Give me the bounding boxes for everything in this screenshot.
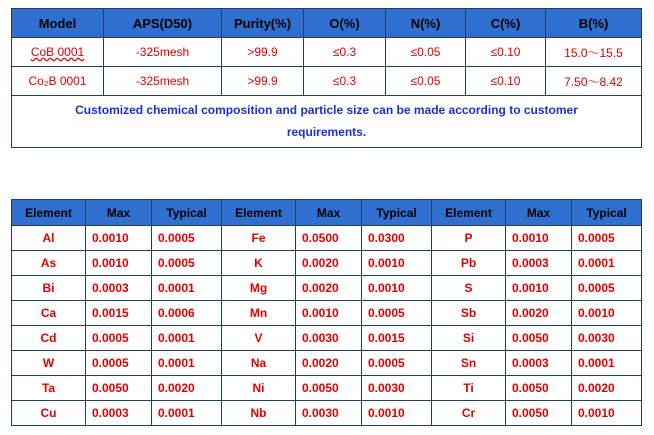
max-value: 0.0020 xyxy=(506,301,572,326)
typical-value: 0.0006 xyxy=(152,301,222,326)
element-symbol: S xyxy=(432,276,506,301)
typical-value: 0.0010 xyxy=(572,401,642,426)
typical-value: 0.0005 xyxy=(572,226,642,251)
max-value: 0.0010 xyxy=(86,251,152,276)
header-max: Max xyxy=(86,200,152,226)
element-symbol: Nb xyxy=(222,401,296,426)
element-symbol: Mn xyxy=(222,301,296,326)
note-row xyxy=(12,96,642,148)
spec-row xyxy=(12,67,642,96)
header-element: Element xyxy=(432,200,506,226)
typical-value: 0.0001 xyxy=(572,351,642,376)
max-value: 0.0020 xyxy=(296,351,362,376)
model-name: CoB 0001 xyxy=(30,45,85,59)
typical-value: 0.0005 xyxy=(152,226,222,251)
max-value: 0.0015 xyxy=(86,301,152,326)
header-element: Element xyxy=(12,200,86,226)
model-cell: Co₂B 0001 xyxy=(12,67,104,96)
typical-value: 0.0005 xyxy=(362,351,432,376)
element-symbol: Fe xyxy=(222,226,296,251)
oxygen-cell: ≤0.3 xyxy=(304,67,386,96)
element-symbol: Na xyxy=(222,351,296,376)
boron-cell: 15.0～15.5 xyxy=(546,38,642,67)
typical-value: 0.0005 xyxy=(572,276,642,301)
element-symbol: Cu xyxy=(12,401,86,426)
oxygen-cell: ≤0.3 xyxy=(304,38,386,67)
header-max: Max xyxy=(506,200,572,226)
aps-cell: -325mesh xyxy=(104,67,222,96)
typical-value: 0.0001 xyxy=(152,401,222,426)
model-cell xyxy=(12,38,104,67)
max-value: 0.0010 xyxy=(506,276,572,301)
max-value: 0.0500 xyxy=(296,226,362,251)
element-symbol: Bi xyxy=(12,276,86,301)
purity-cell: >99.9 xyxy=(222,38,304,67)
purity-cell: >99.9 xyxy=(222,67,304,96)
header-typical: Typical xyxy=(572,200,642,226)
typical-value: 0.0010 xyxy=(362,276,432,301)
nitrogen-cell: ≤0.05 xyxy=(386,67,466,96)
max-value: 0.0003 xyxy=(86,401,152,426)
element-symbol: Cd xyxy=(12,326,86,351)
product-spec-table xyxy=(11,8,642,148)
element-symbol: V xyxy=(222,326,296,351)
customization-note: Customized chemical composition and particle size can be made according to customer requirements. xyxy=(12,96,642,148)
typical-value: 0.0010 xyxy=(362,251,432,276)
typical-value: 0.0010 xyxy=(572,301,642,326)
header-oxygen: O(%) xyxy=(304,9,386,38)
header-aps: APS(D50) xyxy=(104,9,222,38)
element-symbol: Sn xyxy=(432,351,506,376)
element-symbol: Si xyxy=(432,326,506,351)
typical-value: 0.0001 xyxy=(152,276,222,301)
element-row xyxy=(12,351,642,376)
max-value: 0.0050 xyxy=(296,376,362,401)
element-symbol: Pb xyxy=(432,251,506,276)
element-symbol: Ti xyxy=(432,376,506,401)
typical-value: 0.0010 xyxy=(362,401,432,426)
typical-value: 0.0300 xyxy=(362,226,432,251)
element-symbol: K xyxy=(222,251,296,276)
max-value: 0.0030 xyxy=(296,326,362,351)
header-nitrogen: N(%) xyxy=(386,9,466,38)
typical-value: 0.0001 xyxy=(152,351,222,376)
spec-header-row xyxy=(12,9,642,38)
max-value: 0.0050 xyxy=(506,401,572,426)
max-value: 0.0005 xyxy=(86,351,152,376)
max-value: 0.0020 xyxy=(296,251,362,276)
max-value: 0.0030 xyxy=(296,401,362,426)
element-symbol: Cr xyxy=(432,401,506,426)
header-boron: B(%) xyxy=(546,9,642,38)
element-symbol: Ca xyxy=(12,301,86,326)
element-symbol: Sb xyxy=(432,301,506,326)
typical-value: 0.0005 xyxy=(362,301,432,326)
element-symbol: Mg xyxy=(222,276,296,301)
spec-row xyxy=(12,38,642,67)
element-row xyxy=(12,401,642,426)
element-symbol: As xyxy=(12,251,86,276)
carbon-cell: ≤0.10 xyxy=(466,67,546,96)
element-symbol: Al xyxy=(12,226,86,251)
element-row xyxy=(12,276,642,301)
header-carbon: C(%) xyxy=(466,9,546,38)
element-header-row xyxy=(12,200,642,226)
boron-cell: 7.50～8.42 xyxy=(546,67,642,96)
element-row xyxy=(12,226,642,251)
max-value: 0.0003 xyxy=(506,251,572,276)
header-typical: Typical xyxy=(362,200,432,226)
element-symbol: Ni xyxy=(222,376,296,401)
typical-value: 0.0001 xyxy=(152,326,222,351)
element-row xyxy=(12,301,642,326)
element-symbol: P xyxy=(432,226,506,251)
max-value: 0.0050 xyxy=(86,376,152,401)
max-value: 0.0010 xyxy=(86,226,152,251)
typical-value: 0.0005 xyxy=(152,251,222,276)
element-symbol: Ta xyxy=(12,376,86,401)
typical-value: 0.0020 xyxy=(152,376,222,401)
element-rows xyxy=(12,226,642,426)
typical-value: 0.0030 xyxy=(362,376,432,401)
nitrogen-cell: ≤0.05 xyxy=(386,38,466,67)
max-value: 0.0003 xyxy=(506,351,572,376)
carbon-cell: ≤0.10 xyxy=(466,38,546,67)
max-value: 0.0050 xyxy=(506,326,572,351)
header-max: Max xyxy=(296,200,362,226)
typical-value: 0.0020 xyxy=(572,376,642,401)
element-row xyxy=(12,326,642,351)
max-value: 0.0010 xyxy=(296,301,362,326)
header-model: Model xyxy=(12,9,104,38)
typical-value: 0.0001 xyxy=(572,251,642,276)
max-value: 0.0003 xyxy=(86,276,152,301)
element-symbol: W xyxy=(12,351,86,376)
max-value: 0.0005 xyxy=(86,326,152,351)
typical-value: 0.0030 xyxy=(572,326,642,351)
header-element: Element xyxy=(222,200,296,226)
max-value: 0.0020 xyxy=(296,276,362,301)
aps-cell: -325mesh xyxy=(104,38,222,67)
header-typical: Typical xyxy=(152,200,222,226)
typical-value: 0.0015 xyxy=(362,326,432,351)
element-row xyxy=(12,251,642,276)
max-value: 0.0010 xyxy=(506,226,572,251)
impurity-element-table xyxy=(11,199,642,426)
element-row xyxy=(12,376,642,401)
max-value: 0.0050 xyxy=(506,376,572,401)
header-purity: Purity(%) xyxy=(222,9,304,38)
